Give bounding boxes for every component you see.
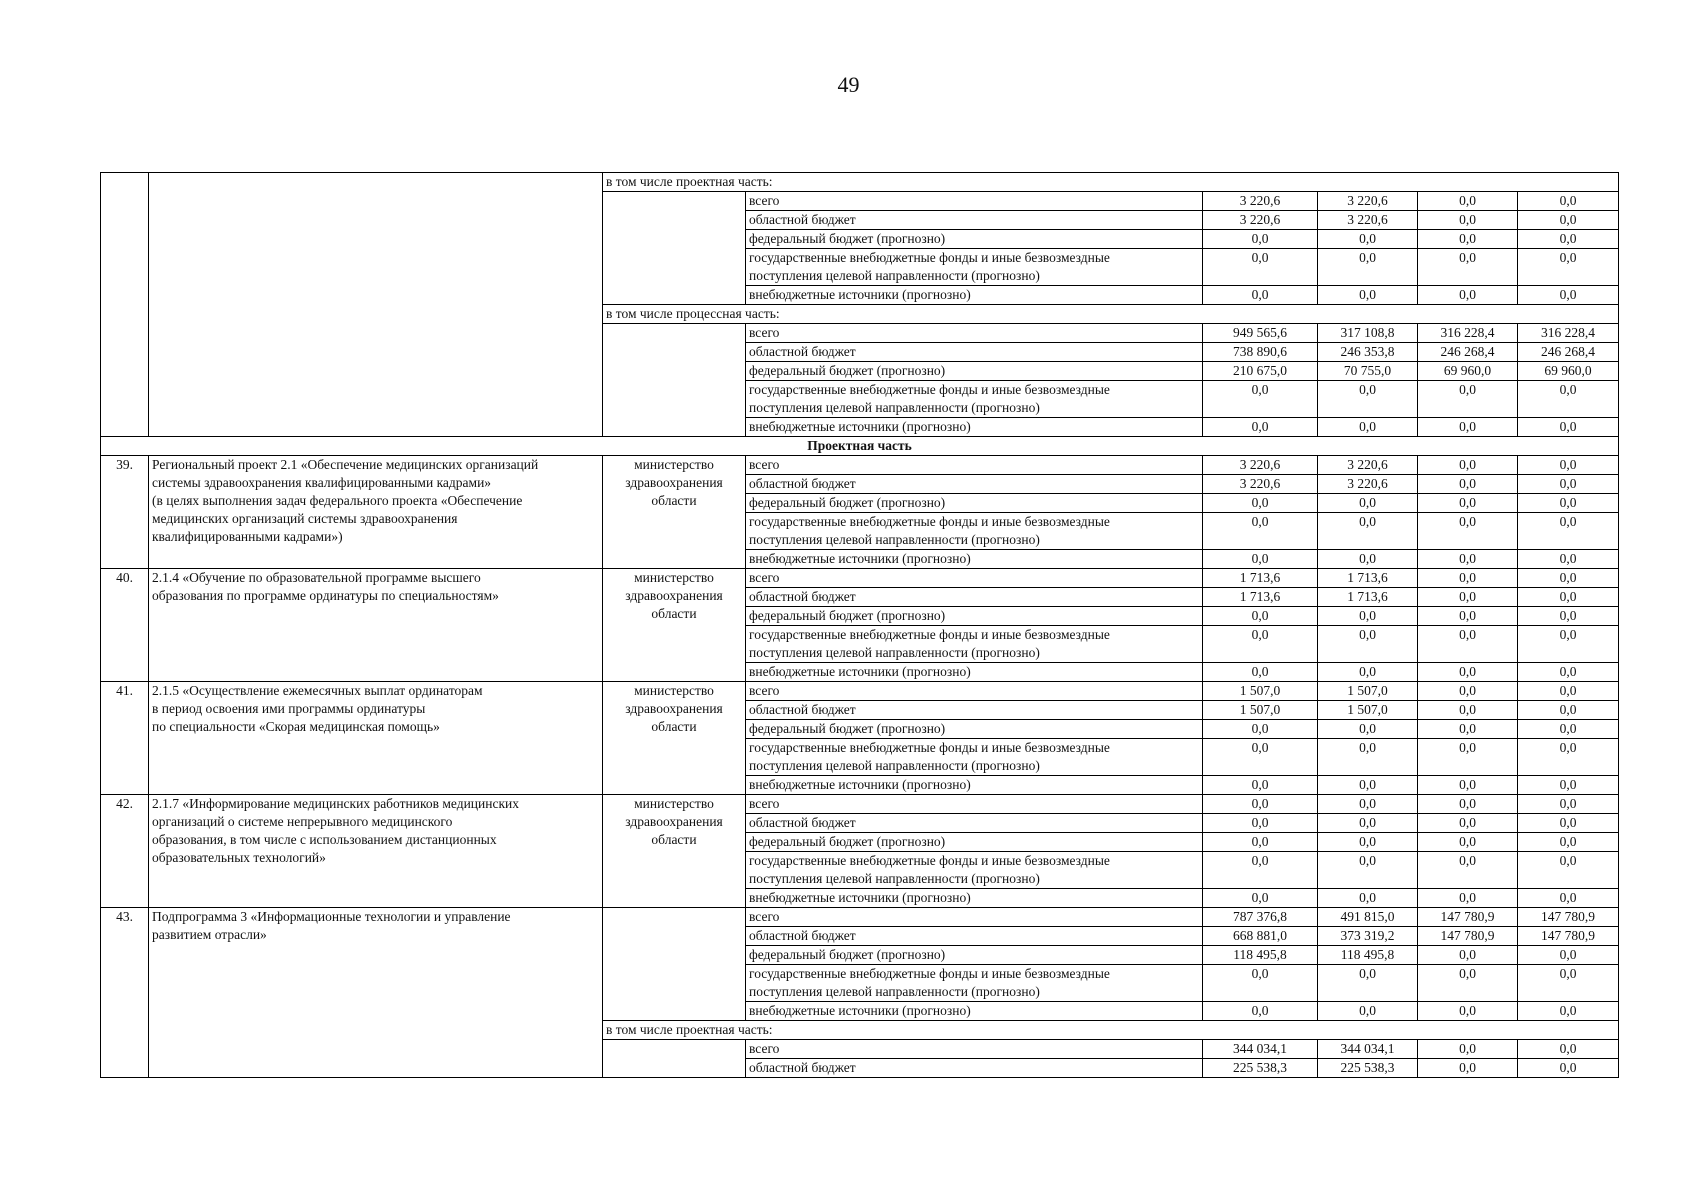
value-cell: 0,0 <box>1418 192 1518 211</box>
funds-label-line: поступления целевой направленности (прогнозно) <box>749 532 1040 547</box>
value-cell: 118 495,8 <box>1318 946 1418 965</box>
executor-cell <box>603 908 746 1021</box>
value-cell: 1 507,0 <box>1318 682 1418 701</box>
value-cell: 210 675,0 <box>1203 362 1318 381</box>
funds-label-line: поступления целевой направленности (прогнозно) <box>749 645 1040 660</box>
label-federal-budget: федеральный бюджет (прогнозно) <box>746 230 1203 249</box>
value-cell: 1 507,0 <box>1203 682 1318 701</box>
item-name <box>149 456 603 569</box>
value-cell: 0,0 <box>1518 626 1619 663</box>
executor-cell <box>603 456 746 569</box>
label-extrabudget-sources: внебюджетные источники (прогнозно) <box>746 889 1203 908</box>
value-cell: 0,0 <box>1203 795 1318 814</box>
value-cell: 317 108,8 <box>1318 324 1418 343</box>
value-cell: 0,0 <box>1318 663 1418 682</box>
value-cell: 3 220,6 <box>1318 456 1418 475</box>
item-number: 43. <box>101 908 149 1078</box>
value-cell: 0,0 <box>1418 286 1518 305</box>
value-cell: 0,0 <box>1418 569 1518 588</box>
executor-cell <box>603 1040 746 1078</box>
value-cell: 225 538,3 <box>1203 1059 1318 1078</box>
subheader: в том числе проектная часть: <box>603 173 1619 192</box>
item-number: 41. <box>101 682 149 795</box>
value-cell: 0,0 <box>1418 701 1518 720</box>
value-cell: 0,0 <box>1318 852 1418 889</box>
value-cell: 0,0 <box>1518 211 1619 230</box>
funds-label-line: государственные внебюджетные фонды и иные безвозмездные <box>749 853 1110 868</box>
label-extrabudgetary-funds <box>746 381 1203 418</box>
executor-line: области <box>651 719 697 734</box>
value-cell: 0,0 <box>1418 739 1518 776</box>
table-row <box>101 795 1619 814</box>
value-cell: 0,0 <box>1318 814 1418 833</box>
subheader: в том числе процессная часть: <box>603 305 1619 324</box>
value-cell: 147 780,9 <box>1418 908 1518 927</box>
table-row <box>101 908 1619 927</box>
value-cell: 3 220,6 <box>1318 192 1418 211</box>
label-federal-budget: федеральный бюджет (прогнозно) <box>746 946 1203 965</box>
funds-label-line: государственные внебюджетные фонды и иные безвозмездные <box>749 740 1110 755</box>
value-cell: 118 495,8 <box>1203 946 1318 965</box>
executor-cell <box>603 682 746 795</box>
value-cell: 0,0 <box>1418 795 1518 814</box>
item-name <box>149 173 603 437</box>
value-cell: 0,0 <box>1418 230 1518 249</box>
label-extrabudget-sources: внебюджетные источники (прогнозно) <box>746 663 1203 682</box>
item-name <box>149 682 603 795</box>
value-cell: 0,0 <box>1418 814 1518 833</box>
value-cell: 0,0 <box>1318 494 1418 513</box>
value-cell: 0,0 <box>1203 720 1318 739</box>
item-name-line: Региональный проект 2.1 «Обеспечение медицинских организаций <box>152 457 539 472</box>
value-cell: 0,0 <box>1418 720 1518 739</box>
value-cell: 0,0 <box>1518 569 1619 588</box>
value-cell: 0,0 <box>1418 494 1518 513</box>
item-number <box>101 173 149 437</box>
value-cell: 147 780,9 <box>1518 908 1619 927</box>
value-cell: 0,0 <box>1203 286 1318 305</box>
executor-line: министерство <box>634 570 714 585</box>
value-cell: 0,0 <box>1418 889 1518 908</box>
label-regional-budget: областной бюджет <box>746 814 1203 833</box>
value-cell: 373 319,2 <box>1318 927 1418 946</box>
label-extrabudgetary-funds <box>746 249 1203 286</box>
value-cell: 0,0 <box>1203 607 1318 626</box>
label-extrabudget-sources: внебюджетные источники (прогнозно) <box>746 286 1203 305</box>
executor-line: области <box>651 493 697 508</box>
value-cell: 0,0 <box>1318 286 1418 305</box>
value-cell: 70 755,0 <box>1318 362 1418 381</box>
executor-line: области <box>651 832 697 847</box>
value-cell: 0,0 <box>1203 833 1318 852</box>
value-cell: 0,0 <box>1203 852 1318 889</box>
value-cell: 0,0 <box>1203 1002 1318 1021</box>
label-regional-budget: областной бюджет <box>746 343 1203 362</box>
label-extrabudget-sources: внебюджетные источники (прогнозно) <box>746 418 1203 437</box>
value-cell: 1 713,6 <box>1318 588 1418 607</box>
value-cell: 0,0 <box>1203 230 1318 249</box>
value-cell: 0,0 <box>1518 513 1619 550</box>
value-cell: 0,0 <box>1518 588 1619 607</box>
value-cell: 0,0 <box>1518 550 1619 569</box>
label-extrabudgetary-funds <box>746 739 1203 776</box>
executor-cell <box>603 795 746 908</box>
executor-line: здравоохранения <box>625 814 723 829</box>
item-name-line: 2.1.4 «Обучение по образовательной программе высшего <box>152 570 481 585</box>
value-cell: 0,0 <box>1318 965 1418 1002</box>
table-row <box>101 173 1619 192</box>
table-row <box>101 437 1619 456</box>
table-row <box>101 682 1619 701</box>
funds-label-line: поступления целевой направленности (прогнозно) <box>749 268 1040 283</box>
value-cell: 668 881,0 <box>1203 927 1318 946</box>
value-cell: 0,0 <box>1518 607 1619 626</box>
label-total: всего <box>746 456 1203 475</box>
executor-line: министерство <box>634 796 714 811</box>
value-cell: 246 268,4 <box>1418 343 1518 362</box>
label-total: всего <box>746 1040 1203 1059</box>
value-cell: 0,0 <box>1203 249 1318 286</box>
value-cell: 0,0 <box>1518 795 1619 814</box>
item-name-line: квалифицированными кадрами») <box>152 529 343 544</box>
value-cell: 0,0 <box>1318 626 1418 663</box>
value-cell: 0,0 <box>1203 626 1318 663</box>
label-federal-budget: федеральный бюджет (прогнозно) <box>746 362 1203 381</box>
value-cell: 3 220,6 <box>1318 211 1418 230</box>
executor-line: здравоохранения <box>625 701 723 716</box>
value-cell: 0,0 <box>1418 607 1518 626</box>
item-name-line: образования по программе ординатуры по специальностям» <box>152 588 499 603</box>
value-cell: 0,0 <box>1318 1002 1418 1021</box>
value-cell: 3 220,6 <box>1203 456 1318 475</box>
label-extrabudgetary-funds <box>746 965 1203 1002</box>
executor-line: министерство <box>634 683 714 698</box>
value-cell: 0,0 <box>1318 230 1418 249</box>
label-extrabudgetary-funds <box>746 513 1203 550</box>
label-extrabudget-sources: внебюджетные источники (прогнозно) <box>746 1002 1203 1021</box>
executor-line: здравоохранения <box>625 475 723 490</box>
label-federal-budget: федеральный бюджет (прогнозно) <box>746 833 1203 852</box>
value-cell: 491 815,0 <box>1318 908 1418 927</box>
label-regional-budget: областной бюджет <box>746 927 1203 946</box>
label-regional-budget: областной бюджет <box>746 475 1203 494</box>
funds-label-line: государственные внебюджетные фонды и иные безвозмездные <box>749 250 1110 265</box>
value-cell: 0,0 <box>1518 230 1619 249</box>
value-cell: 0,0 <box>1418 1040 1518 1059</box>
label-total: всего <box>746 795 1203 814</box>
value-cell: 1 507,0 <box>1203 701 1318 720</box>
value-cell: 147 780,9 <box>1418 927 1518 946</box>
value-cell: 0,0 <box>1318 889 1418 908</box>
label-total: всего <box>746 192 1203 211</box>
value-cell: 225 538,3 <box>1318 1059 1418 1078</box>
value-cell: 0,0 <box>1518 475 1619 494</box>
value-cell: 949 565,6 <box>1203 324 1318 343</box>
label-regional-budget: областной бюджет <box>746 1059 1203 1078</box>
value-cell: 0,0 <box>1518 494 1619 513</box>
value-cell: 0,0 <box>1518 889 1619 908</box>
value-cell: 0,0 <box>1418 965 1518 1002</box>
value-cell: 0,0 <box>1418 1002 1518 1021</box>
value-cell: 0,0 <box>1318 418 1418 437</box>
label-regional-budget: областной бюджет <box>746 701 1203 720</box>
value-cell: 3 220,6 <box>1318 475 1418 494</box>
item-name-line: системы здравоохранения квалифицированными кадрами» <box>152 475 492 490</box>
value-cell: 0,0 <box>1418 550 1518 569</box>
label-federal-budget: федеральный бюджет (прогнозно) <box>746 607 1203 626</box>
funds-label-line: государственные внебюджетные фонды и иные безвозмездные <box>749 514 1110 529</box>
value-cell: 0,0 <box>1518 286 1619 305</box>
label-federal-budget: федеральный бюджет (прогнозно) <box>746 494 1203 513</box>
funds-label-line: государственные внебюджетные фонды и иные безвозмездные <box>749 382 1110 397</box>
value-cell: 0,0 <box>1203 739 1318 776</box>
value-cell: 246 268,4 <box>1518 343 1619 362</box>
value-cell: 0,0 <box>1518 663 1619 682</box>
value-cell: 738 890,6 <box>1203 343 1318 362</box>
value-cell: 0,0 <box>1418 418 1518 437</box>
value-cell: 0,0 <box>1418 1059 1518 1078</box>
item-name-line: медицинских организаций системы здравоохранения <box>152 511 458 526</box>
executor-line: здравоохранения <box>625 588 723 603</box>
value-cell: 0,0 <box>1518 381 1619 418</box>
value-cell: 0,0 <box>1318 550 1418 569</box>
subheader: в том числе проектная часть: <box>603 1021 1619 1040</box>
value-cell: 0,0 <box>1518 852 1619 889</box>
value-cell: 1 713,6 <box>1203 569 1318 588</box>
value-cell: 344 034,1 <box>1203 1040 1318 1059</box>
value-cell: 0,0 <box>1418 211 1518 230</box>
table-row <box>101 569 1619 588</box>
label-extrabudgetary-funds <box>746 852 1203 889</box>
value-cell: 0,0 <box>1518 1040 1619 1059</box>
value-cell: 0,0 <box>1418 682 1518 701</box>
value-cell: 0,0 <box>1518 456 1619 475</box>
value-cell: 0,0 <box>1318 249 1418 286</box>
value-cell: 0,0 <box>1318 833 1418 852</box>
item-name-line: образовательных технологий» <box>152 850 326 865</box>
executor-line: министерство <box>634 457 714 472</box>
item-name <box>149 908 603 1078</box>
label-extrabudget-sources: внебюджетные источники (прогнозно) <box>746 776 1203 795</box>
executor-cell <box>603 192 746 305</box>
value-cell: 0,0 <box>1203 889 1318 908</box>
value-cell: 0,0 <box>1203 381 1318 418</box>
value-cell: 787 376,8 <box>1203 908 1318 927</box>
value-cell: 0,0 <box>1318 739 1418 776</box>
funds-label-line: государственные внебюджетные фонды и иные безвозмездные <box>749 966 1110 981</box>
value-cell: 0,0 <box>1518 720 1619 739</box>
value-cell: 147 780,9 <box>1518 927 1619 946</box>
value-cell: 0,0 <box>1203 513 1318 550</box>
value-cell: 344 034,1 <box>1318 1040 1418 1059</box>
executor-cell <box>603 324 746 437</box>
value-cell: 0,0 <box>1203 663 1318 682</box>
executor-cell <box>603 569 746 682</box>
value-cell: 0,0 <box>1418 456 1518 475</box>
label-total: всего <box>746 908 1203 927</box>
value-cell: 0,0 <box>1418 513 1518 550</box>
item-number: 42. <box>101 795 149 908</box>
item-name-line: Подпрограмма 3 «Информационные технологии и управление <box>152 909 511 924</box>
item-name <box>149 795 603 908</box>
table-row <box>101 456 1619 475</box>
value-cell: 0,0 <box>1518 946 1619 965</box>
value-cell: 0,0 <box>1518 249 1619 286</box>
value-cell: 0,0 <box>1518 833 1619 852</box>
section-header: Проектная часть <box>101 437 1619 456</box>
value-cell: 316 228,4 <box>1418 324 1518 343</box>
label-total: всего <box>746 682 1203 701</box>
value-cell: 0,0 <box>1518 701 1619 720</box>
value-cell: 0,0 <box>1418 249 1518 286</box>
value-cell: 0,0 <box>1418 588 1518 607</box>
label-extrabudgetary-funds <box>746 626 1203 663</box>
label-regional-budget: областной бюджет <box>746 211 1203 230</box>
item-number: 39. <box>101 456 149 569</box>
value-cell: 0,0 <box>1518 682 1619 701</box>
value-cell: 0,0 <box>1418 776 1518 795</box>
funds-label-line: поступления целевой направленности (прогнозно) <box>749 400 1040 415</box>
value-cell: 69 960,0 <box>1518 362 1619 381</box>
funds-label-line: государственные внебюджетные фонды и иные безвозмездные <box>749 627 1110 642</box>
value-cell: 0,0 <box>1318 381 1418 418</box>
value-cell: 316 228,4 <box>1518 324 1619 343</box>
item-name-line: по специальности «Скорая медицинская помощь» <box>152 719 440 734</box>
value-cell: 0,0 <box>1418 626 1518 663</box>
value-cell: 246 353,8 <box>1318 343 1418 362</box>
value-cell: 0,0 <box>1318 607 1418 626</box>
label-extrabudget-sources: внебюджетные источники (прогнозно) <box>746 550 1203 569</box>
value-cell: 0,0 <box>1418 475 1518 494</box>
item-number: 40. <box>101 569 149 682</box>
value-cell: 0,0 <box>1518 1059 1619 1078</box>
value-cell: 1 713,6 <box>1203 588 1318 607</box>
value-cell: 0,0 <box>1318 720 1418 739</box>
value-cell: 1 713,6 <box>1318 569 1418 588</box>
funds-label-line: поступления целевой направленности (прогнозно) <box>749 871 1040 886</box>
value-cell: 0,0 <box>1318 513 1418 550</box>
value-cell: 0,0 <box>1418 663 1518 682</box>
value-cell: 0,0 <box>1203 550 1318 569</box>
value-cell: 0,0 <box>1518 192 1619 211</box>
value-cell: 0,0 <box>1318 795 1418 814</box>
item-name-line: 2.1.7 «Информирование медицинских работников медицинских <box>152 796 519 811</box>
item-name-line: (в целях выполнения задач федерального проекта «Обеспечение <box>152 493 523 508</box>
value-cell: 3 220,6 <box>1203 211 1318 230</box>
label-total: всего <box>746 324 1203 343</box>
label-total: всего <box>746 569 1203 588</box>
label-regional-budget: областной бюджет <box>746 588 1203 607</box>
value-cell: 0,0 <box>1518 418 1619 437</box>
value-cell: 0,0 <box>1518 965 1619 1002</box>
item-name-line: образования, в том числе с использованием дистанционных <box>152 832 497 847</box>
value-cell: 0,0 <box>1518 814 1619 833</box>
executor-line: области <box>651 606 697 621</box>
value-cell: 0,0 <box>1203 776 1318 795</box>
value-cell: 0,0 <box>1518 1002 1619 1021</box>
funds-label-line: поступления целевой направленности (прогнозно) <box>749 984 1040 999</box>
item-name-line: в период освоения ими программы ординатуры <box>152 701 426 716</box>
item-name-line: организаций о системе непрерывного медицинского <box>152 814 453 829</box>
item-name-line: 2.1.5 «Осуществление ежемесячных выплат ординаторам <box>152 683 483 698</box>
budget-table <box>100 172 1619 1078</box>
value-cell: 0,0 <box>1418 946 1518 965</box>
value-cell: 3 220,6 <box>1203 192 1318 211</box>
value-cell: 69 960,0 <box>1418 362 1518 381</box>
value-cell: 1 507,0 <box>1318 701 1418 720</box>
value-cell: 0,0 <box>1203 965 1318 1002</box>
item-name <box>149 569 603 682</box>
label-federal-budget: федеральный бюджет (прогнозно) <box>746 720 1203 739</box>
value-cell: 0,0 <box>1418 833 1518 852</box>
value-cell: 0,0 <box>1418 852 1518 889</box>
value-cell: 0,0 <box>1318 776 1418 795</box>
page-number: 49 <box>837 72 860 97</box>
value-cell: 0,0 <box>1418 381 1518 418</box>
funds-label-line: поступления целевой направленности (прогнозно) <box>749 758 1040 773</box>
value-cell: 0,0 <box>1203 814 1318 833</box>
item-name-line: развитием отрасли» <box>152 927 267 942</box>
value-cell: 0,0 <box>1518 739 1619 776</box>
value-cell: 0,0 <box>1518 776 1619 795</box>
value-cell: 3 220,6 <box>1203 475 1318 494</box>
value-cell: 0,0 <box>1203 494 1318 513</box>
value-cell: 0,0 <box>1203 418 1318 437</box>
